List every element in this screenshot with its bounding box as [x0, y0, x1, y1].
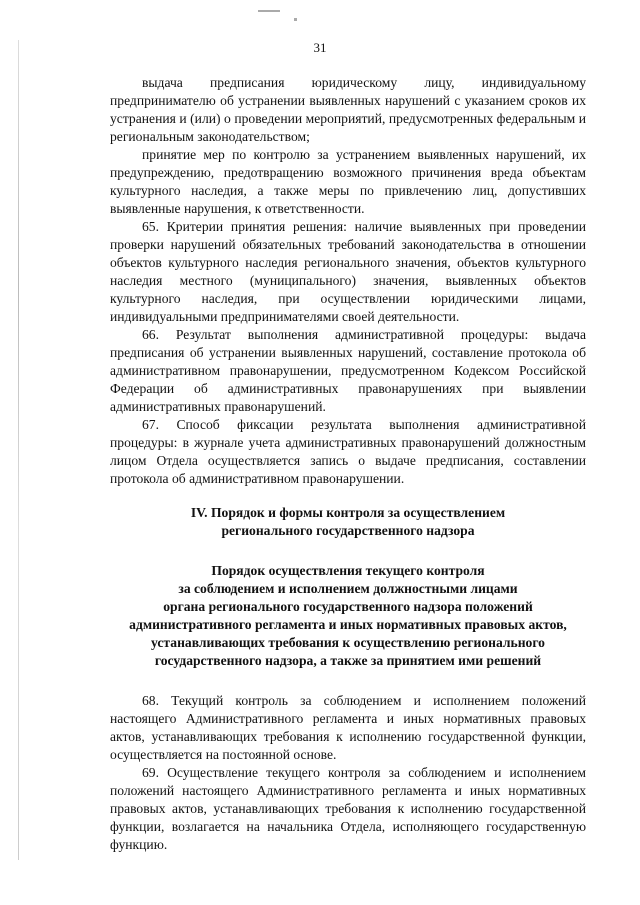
- scan-edge: [18, 40, 19, 860]
- subsection-title-line: органа регионального государственного надзора положений: [163, 599, 533, 614]
- page-number: 31: [313, 40, 327, 55]
- section-title: [110, 504, 586, 540]
- scan-artifact: [294, 18, 297, 21]
- paragraph-69: 69. Осуществление текущего контроля за соблюдением и исполнением положений настоящего Административного регламента и иных нормативных правовых актов, устанавливающих требования к исполнению государственной функции, возлагается на начальника Отдела, исполняющего государственную функцию.: [110, 765, 586, 852]
- paragraph-control-measures: принятие мер по контролю за устранением выявленных нарушений, их предупреждению, предотвращению возможного причинения вреда объектам культурного наследия, а также меры по привлечению лиц, допустивших выявленные нарушения, к ответственности.: [110, 147, 586, 216]
- subsection-title-line: Порядок осуществления текущего контроля: [211, 563, 485, 578]
- paragraph-prescription: выдача предписания юридическому лицу, индивидуальному предпринимателю об устранении выявленных нарушений с указанием сроков их устранения и (или) о проведении мероприятий, предусмотренных федеральным и региональным законодательством;: [110, 75, 586, 144]
- subsection-title-line: за соблюдением и исполнением должностными лицами: [178, 581, 518, 596]
- paragraph-68: 68. Текущий контроль за соблюдением и исполнением положений настоящего Административного регламента и иных нормативных правовых актов, устанавливающих требования к исполнению государственной функции, осуществляется на постоянной основе.: [110, 693, 586, 762]
- paragraph-66: 66. Результат выполнения административной процедуры: выдача предписания об устранении выявленных нарушений, составление протокола об административном правонарушении, предусмотренном Кодексом Российской Федерации об административных правонарушениях при выявлении административных правонарушений.: [110, 327, 586, 414]
- paragraph-65: 65. Критерии принятия решения: наличие выявленных при проведении проверки нарушений обязательных требований законодательства в отношении объектов культурного наследия регионального значения, объектов культурного наследия местного (муниципального) значения, выявленных объектов культурного наследия, при осуществлении юридическими лицами, индивидуальными предпринимателями своей деятельности.: [110, 219, 586, 324]
- section-title-line: IV. Порядок и формы контроля за осуществлением: [190, 505, 506, 520]
- scan-artifact: [258, 10, 280, 12]
- subsection-title: [110, 562, 586, 670]
- subsection-title-line: устанавливающих требования к осуществлению регионального: [151, 635, 545, 650]
- subsection-title-line: административного регламента и иных нормативных правовых актов,: [129, 617, 567, 632]
- document-body: [110, 74, 586, 854]
- subsection-title-line: государственного надзора, а также за принятием ими решений: [154, 653, 542, 668]
- paragraph-67: 67. Способ фиксации результата выполнения административной процедуры: в журнале учета административных правонарушений должностным лицом Отдела осуществляется запись о выдаче предписания, составлении протокола об административном правонарушении.: [110, 417, 586, 486]
- section-title-line: регионального государственного надзора: [221, 523, 475, 538]
